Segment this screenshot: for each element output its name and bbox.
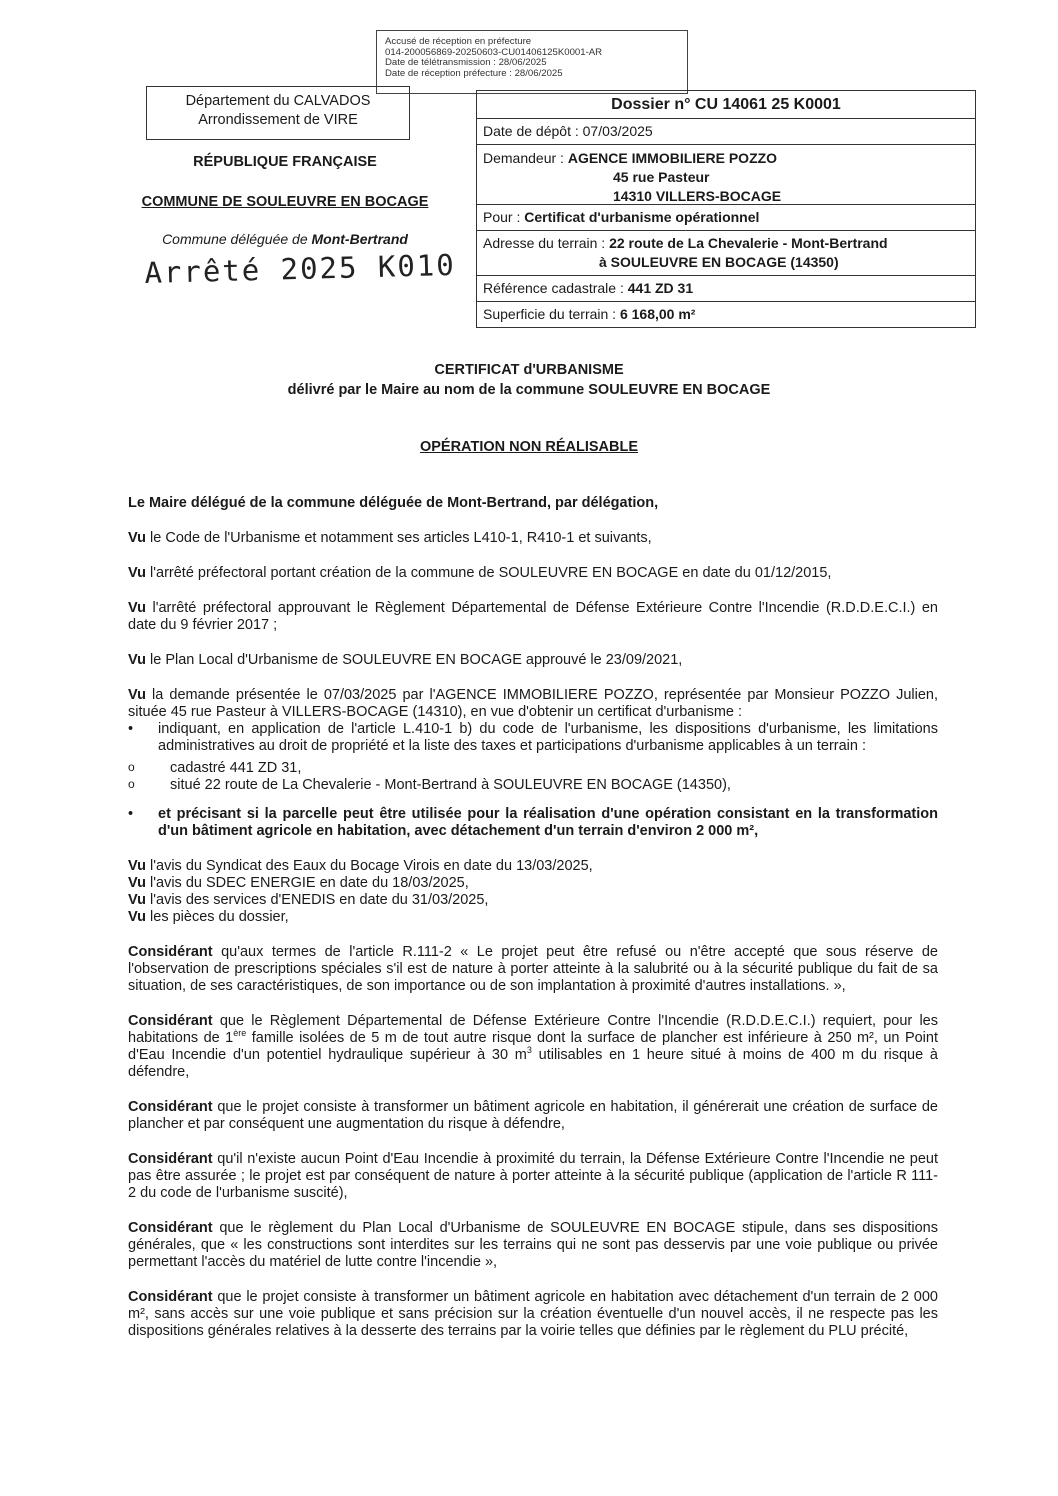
considerant-text: qu'aux termes de l'article R.111-2 « Le projet peut être refusé ou n'être accepté que sous réserve de l'observation de prescriptions spéciales s'il est de nature à porter atteinte à la salubrité ou à la sécurité publique du fait de sa situation, de ses caractéristiques, de son importance ou de son implantation à proximité d'autres installations. », <box>128 944 938 994</box>
bullet-item <box>128 806 938 840</box>
vu-keyword: Vu <box>128 875 146 891</box>
vu-text: la demande présentée le 07/03/2025 par l'AGENCE IMMOBILIERE POZZO, représentée par Monsieur POZZO Julien, située 45 rue Pasteur à VILLERS-BOCAGE (14310), en vue d'obtenir un certificat d'urbanisme : <box>128 687 938 720</box>
vu-text: le Plan Local d'Urbanisme de SOULEUVRE EN BOCAGE approuvé le 23/09/2021, <box>146 652 683 668</box>
demandeur <box>477 145 975 205</box>
bullet-text: et précisant si la parcelle peut être utilisée pour la réalisation d'une opération consistant en la transformation d'un bâtiment agricole en habitation, avec détachement d'un terrain d'environ 2 000 m², <box>158 806 938 839</box>
ref-label: Référence cadastrale : <box>483 280 628 296</box>
commune-heading: COMMUNE DE SOULEUVRE EN BOCAGE <box>141 194 429 210</box>
vu-keyword: Vu <box>128 892 146 908</box>
considerant-text: famille isolées de 5 m de tout autre risque dont la surface de plancher est inférieure à 250 m², un Point d'Eau Incendie d'un potentiel hydraulique supérieur à 30 m <box>128 1030 939 1063</box>
vu-text: l'avis des services d'ENEDIS en date du 31/03/2025, <box>146 892 489 908</box>
considerant-paragraph <box>128 1289 938 1340</box>
adresse-line: à SOULEUVRE EN BOCAGE (14350) <box>599 254 839 270</box>
department-box <box>146 86 410 140</box>
vu-keyword: Vu <box>128 652 146 668</box>
intro-paragraph <box>128 495 938 512</box>
considerant-text: que le règlement du Plan Local d'Urbanisme de SOULEUVRE EN BOCAGE stipule, dans ses dispositions générales, que « les constructions sont interdites sur les terrains qui ne sont pas desservis par une voie publique ou privée permettant l'accès du matériel de lutte contre l'incendie », <box>128 1220 938 1270</box>
vu-paragraph <box>128 530 938 547</box>
pour <box>477 205 975 231</box>
vu-keyword: Vu <box>128 858 146 874</box>
sub-bullet-item: o cadastré 441 ZD 31, <box>128 760 938 777</box>
certificate-title: CERTIFICAT d'URBANISME <box>434 362 624 378</box>
operation-status-title: OPÉRATION NON RÉALISABLE <box>419 439 639 455</box>
vu-text: l'arrêté préfectoral approuvant le Règlement Départemental de Défense Extérieure Contre l'Incendie (R.D.D.E.C.I.) en date du 9 février 2017 ; <box>128 600 938 633</box>
vu-paragraph <box>128 875 938 892</box>
considerant-paragraph <box>128 1151 938 1202</box>
considerant-keyword: Considérant <box>128 1151 213 1167</box>
sup-value: 6 168,00 m² <box>619 306 696 322</box>
vu-paragraph <box>128 565 938 582</box>
adresse-label: Adresse du terrain : <box>483 235 610 251</box>
vu-text: les pièces du dossier, <box>146 909 289 925</box>
vu-keyword: Vu <box>128 565 146 581</box>
vu-text: le Code de l'Urbanisme et notamment ses articles L410-1, R410-1 et suivants, <box>146 530 652 546</box>
stamp-line: 014-200056869-20250603-CU01406125K0001-AR <box>385 47 603 58</box>
sup-label: Superficie du terrain : <box>483 306 620 322</box>
republique-heading: RÉPUBLIQUE FRANÇAISE <box>193 154 377 170</box>
stamp-line: Accusé de réception en préfecture <box>385 37 532 47</box>
vu-text: l'avis du Syndicat des Eaux du Bocage Virois en date du 13/03/2025, <box>146 858 593 874</box>
demandeur-label: Demandeur : <box>483 150 568 166</box>
considerant-paragraph <box>128 1220 938 1271</box>
department-name: Département du CALVADOS <box>185 93 371 109</box>
vu-paragraph <box>128 892 938 909</box>
vu-keyword: Vu <box>128 909 146 925</box>
vu-keyword: Vu <box>128 600 146 616</box>
vu-text: l'avis du SDEC ENERGIE en date du 18/03/2025, <box>146 875 469 891</box>
arrondissement-name: Arrondissement de VIRE <box>198 112 358 128</box>
prefecture-receipt-stamp <box>376 30 688 94</box>
demandeur-address-line: 45 rue Pasteur <box>613 169 710 185</box>
considerant-paragraph <box>128 1099 938 1133</box>
considerant-text: que le projet consiste à transformer un bâtiment agricole en habitation avec détachement d'un terrain de 2 000 m², sans accès sur une voie publique et sans précision sur la création éventuelle d'un nouvel accès, il ne respecte pas les dispositions générales relatives à la desserte des terrains par la voirie telles que définies par le règlement du PLU précité, <box>128 1289 938 1339</box>
ref-value: 441 ZD 31 <box>627 280 694 296</box>
superficie <box>477 302 975 326</box>
sub-bullet-item: o situé 22 route de La Chevalerie - Mont-Bertrand à SOULEUVRE EN BOCAGE (14350), <box>128 777 938 794</box>
pour-value: Certificat d'urbanisme opérationnel <box>524 209 760 225</box>
considerant-text: que le Règlement Départemental de Défense Extérieure Contre l'Incendie (R.D.D.E.C.I.) requiert, pour les habitations de 1 <box>128 1013 938 1046</box>
superscript: 3 <box>526 1045 532 1056</box>
adresse-line: 22 route de La Chevalerie - Mont-Bertrand <box>609 235 888 251</box>
dossier-number: Dossier n° CU 14061 25 K0001 <box>477 91 975 119</box>
considerant-keyword: Considérant <box>128 1220 213 1236</box>
stamp-line: Date de réception préfecture : 28/06/2025 <box>385 68 563 79</box>
vu-keyword: Vu <box>128 687 146 703</box>
vu-paragraph <box>128 652 938 669</box>
considerant-keyword: Considérant <box>128 1013 213 1029</box>
considerant-paragraph <box>128 1013 938 1081</box>
superscript: ère <box>233 1028 247 1039</box>
considerant-text: utilisables en 1 heure situé à moins de 400 m du risque à défendre, <box>128 1047 938 1080</box>
stamp-line: Date de télétransmission : 28/06/2025 <box>385 58 547 68</box>
dossier-info-box <box>476 90 976 328</box>
adresse-terrain <box>477 231 975 276</box>
vu-text: l'arrêté préfectoral portant création de la commune de SOULEUVRE EN BOCAGE en date du 01/12/2015, <box>146 565 832 581</box>
bullet-item: • indiquant, en application de l'article L.410-1 b) du code de l'urbanisme, les dispositions d'urbanisme, les limitations administratives au droit de propriété et la liste des taxes et participations d'urbanisme applicables à un terrain : <box>128 721 938 755</box>
document-body <box>128 495 938 1340</box>
commune-deleguee <box>100 231 470 247</box>
deleguee-prefix: Commune déléguée de <box>162 231 312 247</box>
intro-text: Le Maire délégué de la commune déléguée de Mont-Bertrand, par délégation, <box>128 495 659 511</box>
vu-paragraph <box>128 687 938 721</box>
demandeur-address-line: 14310 VILLERS-BOCAGE <box>613 188 782 204</box>
date-depot: Date de dépôt : 07/03/2025 <box>477 119 975 145</box>
vu-paragraph <box>128 909 938 926</box>
considerant-keyword: Considérant <box>128 944 213 960</box>
deleguee-name: Mont-Bertrand <box>311 231 408 247</box>
considerant-text: qu'il n'existe aucun Point d'Eau Incendie à proximité du terrain, la Défense Extérieure Contre l'Incendie ne peut pas être assurée ; le projet est par conséquent de nature à porter atteinte à la sécurité publique (application de l'article R 111-2 du code de l'urbanisme suscité), <box>128 1151 938 1201</box>
reference-cadastrale <box>477 276 975 302</box>
considerant-paragraph <box>128 944 938 995</box>
demandeur-name: AGENCE IMMOBILIERE POZZO <box>567 150 778 166</box>
handwritten-arrete-number: Arrêté 2025 K010 <box>144 247 457 290</box>
vu-keyword: Vu <box>128 530 146 546</box>
considerant-keyword: Considérant <box>128 1099 213 1115</box>
certificate-subtitle: délivré par le Maire au nom de la commune SOULEUVRE EN BOCAGE <box>287 382 771 398</box>
considerant-text: que le projet consiste à transformer un bâtiment agricole en habitation, il générerait une création de surface de plancher et par conséquent une augmentation du risque à défendre, <box>128 1099 938 1132</box>
vu-paragraph <box>128 858 938 875</box>
considerant-keyword: Considérant <box>128 1289 213 1305</box>
vu-paragraph <box>128 600 938 634</box>
pour-label: Pour : <box>483 209 525 225</box>
